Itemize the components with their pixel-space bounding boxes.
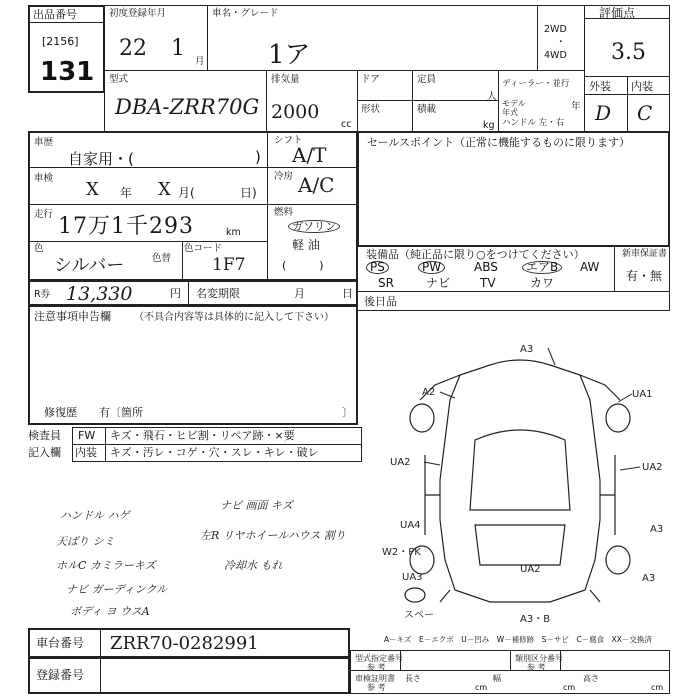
fuel-diesel: 軽 油 <box>292 238 320 252</box>
fuel-gasoline: ガソリン <box>288 220 340 233</box>
displacement-value: 2000 <box>271 101 320 123</box>
doors-label: ドア <box>361 74 380 85</box>
interior-items: キズ・汚レ・コゲ・穴・スレ・キレ・破レ <box>110 446 319 459</box>
sales-point-label: セールスポイント（正常に機能するものに限ります） <box>367 136 631 149</box>
inspector-box <box>28 426 362 464</box>
mark-ua2-right: UA2 <box>642 462 663 473</box>
fw-tag: FW <box>78 429 96 442</box>
details-box <box>28 131 358 281</box>
model-label: 型式 <box>109 74 129 85</box>
history-close: ) <box>255 148 261 166</box>
lot-label: 出品番号 <box>33 8 77 21</box>
warranty-label: 新車保証書 <box>622 249 668 259</box>
inspection-year-mark: X <box>86 179 99 200</box>
notes-box <box>28 305 358 425</box>
car-outline <box>405 360 630 602</box>
reg-month: 1 <box>171 36 185 61</box>
dealer-label: ディーラー・並行 <box>502 79 570 89</box>
displacement-box <box>266 70 358 132</box>
shift-label: シフト <box>274 135 303 146</box>
int-grade: C <box>637 101 653 125</box>
chassis-value: ZRR70-0282991 <box>110 633 259 654</box>
reg-date-label: 初度登録年月 <box>109 8 167 19</box>
repair-close: 〕 <box>342 406 353 419</box>
interior-tag: 内装 <box>75 446 97 459</box>
mark-a3-front: A3 <box>520 344 534 355</box>
shape-label: 形状 <box>361 104 381 115</box>
mark-w2-pk: W2・PK <box>382 547 421 558</box>
height-label: 高さ <box>583 674 599 683</box>
inspection-year-unit: 年 <box>120 186 133 200</box>
recycle-label: R券 <box>34 289 51 300</box>
equip-leather: カワ <box>530 276 555 290</box>
ref-3: 参 考 <box>367 683 386 692</box>
drive-dot: ・ <box>556 37 566 48</box>
length-label: 長さ <box>405 674 421 683</box>
width-unit: cm <box>563 683 576 692</box>
inspection-day-unit: 日) <box>240 186 257 200</box>
mileage-unit: km <box>226 227 241 238</box>
recycle-row <box>28 280 358 306</box>
color-change-label: 色替 <box>152 253 172 264</box>
mark-bumper-note: スペー <box>404 610 434 621</box>
equip-pw: PW <box>418 261 445 274</box>
note-3: 天ばり シミ <box>56 535 115 548</box>
color-code-label: 色コード <box>184 243 223 254</box>
mark-leaders <box>424 348 640 470</box>
note-6: 冷却水 もれ <box>224 559 283 572</box>
equipment-label: 装備品（純正品に限り○をつけてください） <box>366 248 585 261</box>
dealer-box <box>498 70 585 132</box>
ext-label: 外装 <box>589 80 611 93</box>
cert-label: 車検証明書 <box>355 674 395 683</box>
equip-sr: SR <box>378 276 394 290</box>
cooler-label: 冷房 <box>274 171 294 182</box>
inspection-month-mark: X <box>158 179 171 200</box>
score-value: 3.5 <box>611 40 646 65</box>
model-year-unit: 年 <box>571 101 581 112</box>
capacity-unit: 人 <box>487 91 497 102</box>
history-value: 自家用・( <box>68 150 134 168</box>
note-7: ナビ ガーディンクル <box>66 583 168 596</box>
lot-number: 131 <box>40 57 95 87</box>
displacement-unit: cc <box>341 119 352 130</box>
cooler-value: A/C <box>298 173 335 197</box>
mark-ua1-front-right: UA1 <box>632 389 653 400</box>
capacity-box <box>412 70 499 132</box>
class-label: 類別区分番号 <box>515 654 563 663</box>
note-5: ホルC カミラーキズ <box>56 559 156 572</box>
ref-1: 参 考 <box>367 663 386 672</box>
notes-label: 注意事項申告欄 <box>34 310 111 323</box>
width-label: 幅 <box>493 674 501 683</box>
int-label: 内装 <box>631 80 653 93</box>
color-label: 色 <box>34 243 44 254</box>
mark-ua3-left: UA3 <box>402 572 423 583</box>
sales-point-box <box>357 131 670 247</box>
height-unit: cm <box>651 683 664 692</box>
doors-box <box>357 70 413 132</box>
name-change-month: 月 <box>294 287 305 300</box>
recycle-unit: 円 <box>170 287 181 300</box>
damage-legend: A－キズ E－エクボ U－凹み W－補修跡 S－サビ C－腐食 XX－交換済 <box>384 635 652 644</box>
note-1: ハンドル ハゲ <box>60 509 130 522</box>
score-box <box>584 5 670 77</box>
handle-label: ハンドル 左・右 <box>502 118 565 128</box>
ext-grade: D <box>595 101 612 125</box>
model-id-label: 型式指定番号 <box>355 654 403 663</box>
mark-ua2-left: UA2 <box>390 457 411 468</box>
model-value: DBA-ZRR70G <box>115 95 260 119</box>
capacity-label: 定員 <box>417 74 437 85</box>
repair-history: 修復歴 有〔箇所 <box>44 406 143 419</box>
lot-box <box>28 5 105 93</box>
equip-airbag: エアB <box>522 261 562 274</box>
shift-value: A/T <box>292 143 327 167</box>
later-docs-box <box>357 291 670 311</box>
warranty-value: 有・無 <box>626 269 663 283</box>
fw-items: キズ・飛石・ヒビ割・リペア跡・×要 <box>110 429 295 442</box>
registration-row <box>28 657 350 694</box>
mark-ua2-rear: UA2 <box>520 564 541 575</box>
car-name-label: 車名・グレード <box>212 8 279 19</box>
mileage-value: 17万1千293 <box>58 214 194 239</box>
equip-tv: TV <box>480 276 496 290</box>
note-8: ボディ ヨ ウスA <box>70 605 150 618</box>
name-change-day: 日 <box>342 287 353 300</box>
car-name: 1ア <box>268 40 311 70</box>
later-docs-label: 後日品 <box>364 295 397 308</box>
drive-box <box>537 5 585 71</box>
color-code: 1F7 <box>212 255 246 275</box>
inspector-label: 検査員 <box>28 429 61 442</box>
reg-year: 22 <box>119 36 147 61</box>
registration-label: 登録番号 <box>36 668 85 682</box>
drive-4wd: 4WD <box>544 50 567 61</box>
reg-month-unit: 月 <box>195 56 205 67</box>
fuel-label: 燃料 <box>274 207 294 218</box>
note-4: 左R リヤホイールハウス 割り <box>200 529 346 542</box>
length-unit: cm <box>475 683 488 692</box>
chassis-label: 車台番号 <box>36 636 85 650</box>
mark-a3-rear-right: A3 <box>642 573 656 584</box>
equipment-grid <box>362 260 612 292</box>
equip-abs: ABS <box>474 260 498 274</box>
fuel-paren: ( ) <box>282 259 324 272</box>
history-label: 車歴 <box>34 137 54 148</box>
name-change-label: 名変期限 <box>196 287 240 300</box>
inspection-month-unit: 月( <box>178 186 195 200</box>
model-year-label: モデル年式 <box>502 99 526 117</box>
car-name-box <box>207 5 538 71</box>
mark-ua4-left: UA4 <box>400 520 421 531</box>
drive-2wd: 2WD <box>544 24 567 35</box>
inspector-label-2: 記入欄 <box>28 446 61 459</box>
color-value: シルバー <box>54 255 125 276</box>
note-2: ナビ 画面 キズ <box>220 499 293 512</box>
ref-2: 参 考 <box>527 663 546 672</box>
inspection-label: 車検 <box>34 173 54 184</box>
score-label: 評価点 <box>599 6 636 20</box>
reg-date-box <box>104 5 208 71</box>
damage-marks <box>382 344 663 625</box>
equip-aw: AW <box>580 260 600 274</box>
handwritten-notes <box>40 495 346 625</box>
equip-navi: ナビ <box>426 276 451 290</box>
mileage-label: 走行 <box>34 209 54 220</box>
recycle-value: 13,330 <box>66 283 133 305</box>
lot-ref: [2156] <box>42 35 79 48</box>
load-label: 積載 <box>417 104 437 115</box>
mark-a3-right: A3 <box>650 524 664 535</box>
model-box <box>104 70 267 132</box>
damage-diagram <box>380 340 680 630</box>
mark-a2-front-left: A2 <box>422 387 436 398</box>
equip-ps: PS <box>366 261 389 274</box>
load-unit: kg <box>483 120 495 131</box>
notes-hint: （不具合内容等は具体的に記入して下さい） <box>134 312 334 323</box>
displacement-label: 排気量 <box>271 74 300 85</box>
chassis-row <box>28 628 350 658</box>
mark-a3-b-rear: A3・B <box>520 614 551 625</box>
